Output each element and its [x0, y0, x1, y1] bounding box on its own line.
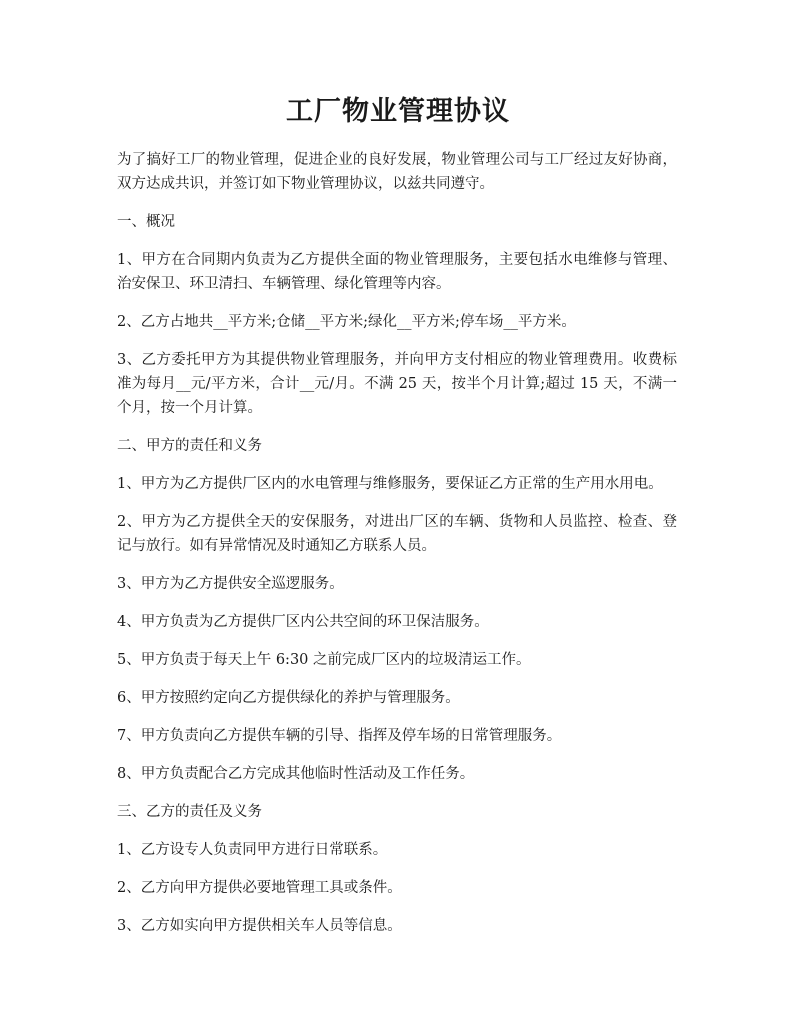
intro-paragraph: 为了搞好工厂的物业管理，促进企业的良好发展，物业管理公司与工厂经过友好协商，双方达成共识，并签订如下物业管理协议，以兹共同遵守。	[117, 152, 677, 192]
section-heading-party-b: 三、乙方的责任及义务	[117, 804, 262, 820]
document-title: 工厂物业管理协议	[286, 96, 510, 127]
overview-item-1: 1、甲方在合同期内负责为乙方提供全面的物业管理服务，主要包括水电维修与管理、治安保卫、环卫清扫、车辆管理、绿化管理等内容。	[117, 252, 677, 292]
party-b-item-3: 3、乙方如实向甲方提供相关车人员等信息。	[117, 918, 402, 934]
overview-item-3: 3、乙方委托甲方为其提供物业管理服务，并向甲方支付相应的物业管理费用。收费标准为每月__元/平方米，合计__元/月。不满 25 天，按半个月计算;超过 15 天，不满一个月，按一个月计算。	[117, 352, 677, 416]
party-a-item-5: 5、甲方负责于每天上午 6:30 之前完成厂区内的垃圾清运工作。	[117, 652, 531, 668]
party-b-item-1: 1、乙方设专人负责同甲方进行日常联系。	[117, 842, 388, 858]
party-a-item-4: 4、甲方负责为乙方提供厂区内公共空间的环卫保洁服务。	[117, 614, 489, 630]
party-a-item-7: 7、甲方负责向乙方提供车辆的引导、指挥及停车场的日常管理服务。	[117, 728, 562, 744]
party-b-item-2: 2、乙方向甲方提供必要地管理工具或条件。	[117, 880, 402, 896]
document-body	[117, 148, 677, 952]
party-a-item-6: 6、甲方按照约定向乙方提供绿化的养护与管理服务。	[117, 690, 460, 706]
overview-item-2: 2、乙方占地共__平方米;仓储__平方米;绿化__平方米;停车场__平方米。	[117, 314, 576, 330]
party-a-item-3: 3、甲方为乙方提供安全巡逻服务。	[117, 576, 344, 592]
party-a-item-2: 2、甲方为乙方提供全天的安保服务，对进出厂区的车辆、货物和人员监控、检查、登记与放行。如有异常情况及时通知乙方联系人员。	[117, 514, 677, 554]
party-a-item-1: 1、甲方为乙方提供厂区内的水电管理与维修服务，要保证乙方正常的生产用水用电。	[117, 476, 663, 492]
section-heading-party-a: 二、甲方的责任和义务	[117, 438, 262, 454]
section-heading-overview: 一、概况	[117, 214, 175, 230]
party-a-item-8: 8、甲方负责配合乙方完成其他临时性活动及工作任务。	[117, 766, 475, 782]
